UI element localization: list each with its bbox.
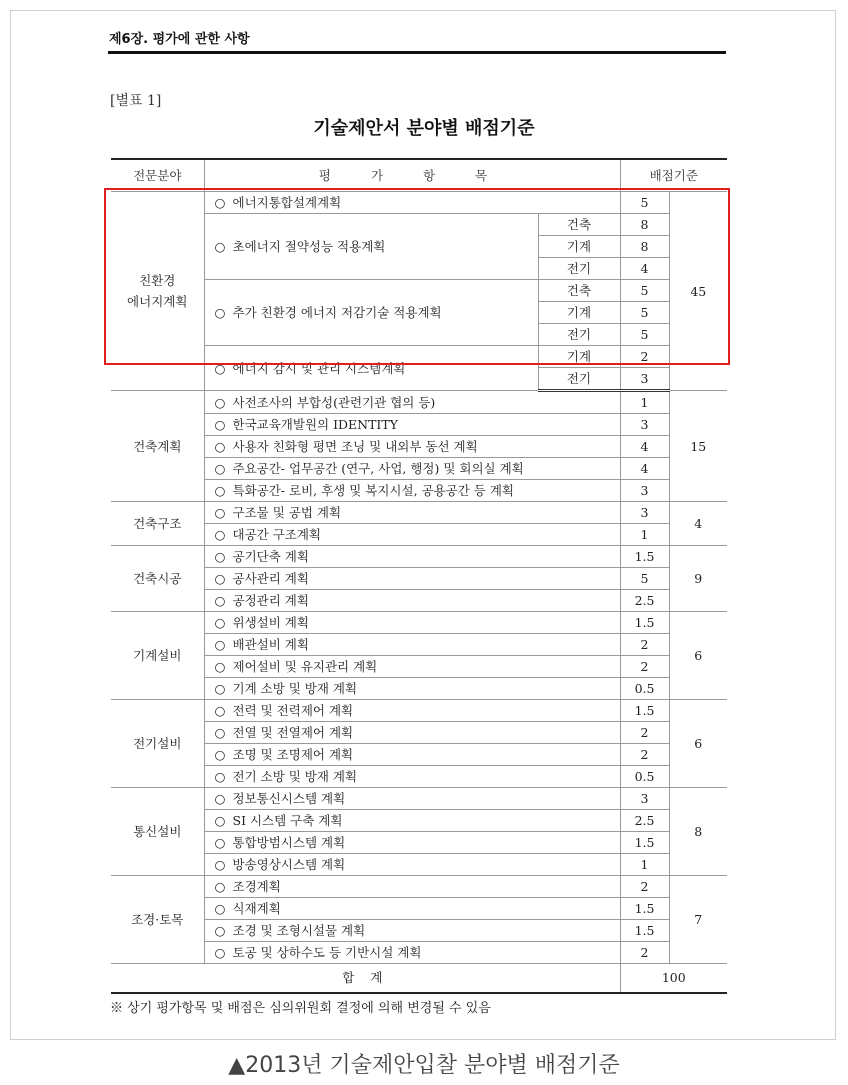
bullet-icon: ○ xyxy=(214,461,226,476)
evaluation-item xyxy=(204,722,620,744)
table-row xyxy=(111,480,727,502)
sub-field-cell: 기계 xyxy=(538,346,620,368)
sub-field-cell: 전기 xyxy=(538,324,620,346)
item-text: 기계 소방 및 방재 계획 xyxy=(232,681,358,696)
sum-label: 합 계 xyxy=(111,964,620,994)
evaluation-item xyxy=(204,546,620,568)
score-cell: 1 xyxy=(620,854,669,876)
score-cell: 2 xyxy=(620,634,669,656)
sub-field-cell: 건축 xyxy=(538,214,620,236)
total-cell: 9 xyxy=(669,546,727,612)
score-cell: 2 xyxy=(620,942,669,964)
bullet-icon: ○ xyxy=(214,835,226,850)
field-cell: 기계설비 xyxy=(111,612,204,700)
score-cell: 8 xyxy=(620,214,669,236)
score-cell: 3 xyxy=(620,788,669,810)
score-cell: 1.5 xyxy=(620,546,669,568)
evaluation-item xyxy=(204,634,620,656)
bullet-icon: ○ xyxy=(214,725,226,740)
bullet-icon: ○ xyxy=(214,923,226,938)
item-text: 한국교육개발원의 IDENTITY xyxy=(232,417,398,432)
header-score: 배점기준 xyxy=(620,159,727,192)
evaluation-item xyxy=(204,788,620,810)
item-text: 방송영상시스템 계획 xyxy=(232,857,346,872)
table-row xyxy=(111,766,727,788)
item-text: 특화공간- 로비, 후생 및 복지시설, 공용공간 등 계획 xyxy=(232,483,514,498)
bullet-icon: ○ xyxy=(214,901,226,916)
evaluation-item xyxy=(204,832,620,854)
evaluation-item xyxy=(204,744,620,766)
table-title: 기술제안서 분야별 배점기준 xyxy=(313,118,535,139)
bullet-icon: ○ xyxy=(214,791,226,806)
table-row xyxy=(111,612,727,634)
evaluation-item xyxy=(204,458,620,480)
score-cell: 1 xyxy=(620,391,669,414)
bullet-icon: ○ xyxy=(214,747,226,762)
bullet-icon: ○ xyxy=(214,505,226,520)
item-text: 토공 및 상하수도 등 기반시설 계획 xyxy=(232,945,422,960)
bullet-icon: ○ xyxy=(214,483,226,498)
score-cell: 1.5 xyxy=(620,898,669,920)
table-row xyxy=(111,280,727,302)
item-text: 사전조사의 부합성(관련기관 협의 등) xyxy=(232,395,436,410)
evaluation-item xyxy=(204,766,620,788)
bullet-icon: ○ xyxy=(214,659,226,674)
item-text: 조경계획 xyxy=(232,879,281,894)
item-text: 조명 및 조명제어 계획 xyxy=(232,747,354,762)
field-cell: 친환경 에너지계획 xyxy=(111,192,204,391)
evaluation-item xyxy=(204,480,620,502)
bullet-icon: ○ xyxy=(214,439,226,454)
caption: ▲2013년 기술제안입찰 분야별 배점기준 xyxy=(228,1053,620,1078)
evaluation-item xyxy=(204,612,620,634)
footnote: ※ 상기 평가항목 및 배점은 심의위원회 결정에 의해 변경될 수 있음 xyxy=(110,1001,491,1016)
table-row xyxy=(111,876,727,898)
evaluation-item xyxy=(204,942,620,964)
table-row xyxy=(111,942,727,964)
bullet-icon: ○ xyxy=(214,681,226,696)
bullet-icon: ○ xyxy=(214,857,226,872)
table-row xyxy=(111,568,727,590)
score-cell: 4 xyxy=(620,458,669,480)
item-text: 대공간 구조계획 xyxy=(232,527,321,542)
sub-field-cell: 전기 xyxy=(538,258,620,280)
evaluation-item xyxy=(204,700,620,722)
header-field: 전문분야 xyxy=(111,159,204,192)
score-cell: 2.5 xyxy=(620,590,669,612)
bullet-icon: ○ xyxy=(214,360,226,376)
evaluation-item xyxy=(204,502,620,524)
score-cell: 0.5 xyxy=(620,678,669,700)
sum-value: 100 xyxy=(620,964,727,994)
bullet-icon: ○ xyxy=(214,527,226,542)
field-cell: 통신설비 xyxy=(111,788,204,876)
item-text: 주요공간- 업무공간 (연구, 사업, 행정) 및 회의실 계획 xyxy=(232,461,524,476)
total-cell: 6 xyxy=(669,612,727,700)
evaluation-item xyxy=(204,391,620,414)
sub-field-cell: 건축 xyxy=(538,280,620,302)
score-cell: 3 xyxy=(620,502,669,524)
item-text: 조경 및 조형시설물 계획 xyxy=(232,923,366,938)
total-row xyxy=(111,964,727,994)
table-row xyxy=(111,722,727,744)
bullet-icon: ○ xyxy=(214,615,226,630)
score-cell: 2 xyxy=(620,656,669,678)
score-cell: 5 xyxy=(620,192,669,214)
sub-field-cell: 전기 xyxy=(538,368,620,391)
table-row xyxy=(111,744,727,766)
table-row xyxy=(111,656,727,678)
table-row xyxy=(111,898,727,920)
table-row xyxy=(111,458,727,480)
total-cell: 7 xyxy=(669,876,727,964)
score-cell: 4 xyxy=(620,258,669,280)
table-row xyxy=(111,546,727,568)
score-cell: 3 xyxy=(620,368,669,391)
item-text: 초에너지 절약성능 적용계획 xyxy=(232,239,386,254)
table-row xyxy=(111,920,727,942)
item-text: 식재계획 xyxy=(232,901,281,916)
bullet-icon: ○ xyxy=(214,593,226,608)
table-row xyxy=(111,678,727,700)
total-cell: 45 xyxy=(669,192,727,391)
evaluation-item xyxy=(204,810,620,832)
item-text: 배관설비 계획 xyxy=(232,637,309,652)
score-cell: 8 xyxy=(620,236,669,258)
score-cell: 1.5 xyxy=(620,920,669,942)
total-cell: 6 xyxy=(669,700,727,788)
score-cell: 1 xyxy=(620,524,669,546)
evaluation-item xyxy=(204,214,538,280)
evaluation-item xyxy=(204,854,620,876)
bullet-icon: ○ xyxy=(214,703,226,718)
score-cell: 2.5 xyxy=(620,810,669,832)
evaluation-item xyxy=(204,568,620,590)
score-cell: 3 xyxy=(620,414,669,436)
item-text: 제어설비 및 유지관리 계획 xyxy=(232,659,378,674)
item-text: 에너지 감시 및 관리 시스템계획 xyxy=(232,360,406,376)
header-items: 평 가 항 목 xyxy=(204,159,620,192)
score-cell: 2 xyxy=(620,346,669,368)
score-cell: 5 xyxy=(620,302,669,324)
table-row xyxy=(111,788,727,810)
evaluation-item xyxy=(204,898,620,920)
item-text: 통합방범시스템 계획 xyxy=(232,835,346,850)
bullet-icon: ○ xyxy=(214,879,226,894)
score-cell: 2 xyxy=(620,744,669,766)
score-cell: 5 xyxy=(620,568,669,590)
score-cell: 5 xyxy=(620,324,669,346)
evaluation-item xyxy=(204,280,538,346)
item-text: 전기 소방 및 방재 계획 xyxy=(232,769,358,784)
bullet-icon: ○ xyxy=(214,195,226,210)
item-text: 공기단축 계획 xyxy=(232,549,309,564)
score-cell: 2 xyxy=(620,722,669,744)
evaluation-item xyxy=(204,524,620,546)
item-text: 사용자 친화형 평면 조닝 및 내외부 동선 계획 xyxy=(232,439,478,454)
item-text: 추가 친환경 에너지 저감기술 적용계획 xyxy=(232,305,442,320)
evaluation-item xyxy=(204,678,620,700)
score-cell: 3 xyxy=(620,480,669,502)
item-text: 에너지통합설계계획 xyxy=(232,195,342,210)
chapter-header: 제6장. 평가에 관한 사항 xyxy=(109,32,250,47)
table-header-row xyxy=(111,159,727,192)
evaluation-item xyxy=(204,876,620,898)
bullet-icon: ○ xyxy=(214,637,226,652)
evaluation-item xyxy=(204,920,620,942)
annex-label: [별표 1] xyxy=(110,93,162,109)
score-cell: 1.5 xyxy=(620,832,669,854)
bullet-icon: ○ xyxy=(214,417,226,432)
bullet-icon: ○ xyxy=(214,769,226,784)
score-cell: 5 xyxy=(620,280,669,302)
bullet-icon: ○ xyxy=(214,813,226,828)
field-cell: 조경·토목 xyxy=(111,876,204,964)
bullet-icon: ○ xyxy=(214,395,226,410)
item-text: 전력 및 전력제어 계획 xyxy=(232,703,354,718)
evaluation-item xyxy=(204,346,538,391)
item-text: SI 시스템 구축 계획 xyxy=(232,813,343,828)
score-cell: 4 xyxy=(620,436,669,458)
table-row xyxy=(111,810,727,832)
table-row xyxy=(111,192,727,214)
table-row xyxy=(111,832,727,854)
evaluation-item xyxy=(204,656,620,678)
table-row xyxy=(111,634,727,656)
total-cell: 4 xyxy=(669,502,727,546)
table-row xyxy=(111,700,727,722)
table-row xyxy=(111,854,727,876)
bullet-icon: ○ xyxy=(214,305,226,320)
item-text: 전열 및 전열제어 계획 xyxy=(232,725,354,740)
table-row xyxy=(111,214,727,236)
table-row xyxy=(111,436,727,458)
item-text: 정보통신시스템 계획 xyxy=(232,791,346,806)
evaluation-item xyxy=(204,414,620,436)
evaluation-item xyxy=(204,192,620,214)
score-cell: 2 xyxy=(620,876,669,898)
sub-field-cell: 기계 xyxy=(538,302,620,324)
table-row xyxy=(111,502,727,524)
bullet-icon: ○ xyxy=(214,549,226,564)
evaluation-item xyxy=(204,590,620,612)
total-cell: 15 xyxy=(669,391,727,502)
bullet-icon: ○ xyxy=(214,571,226,586)
field-cell: 건축계획 xyxy=(111,391,204,502)
evaluation-item xyxy=(204,436,620,458)
bullet-icon: ○ xyxy=(214,239,226,254)
field-cell: 건축구조 xyxy=(111,502,204,546)
score-cell: 1.5 xyxy=(620,700,669,722)
sub-field-cell: 기계 xyxy=(538,236,620,258)
field-cell: 건축시공 xyxy=(111,546,204,612)
table-row xyxy=(111,391,727,414)
chapter-rule xyxy=(108,51,726,54)
item-text: 위생설비 계획 xyxy=(232,615,309,630)
item-text: 공사관리 계획 xyxy=(232,571,309,586)
score-table xyxy=(111,158,727,994)
field-cell: 전기설비 xyxy=(111,700,204,788)
table-row xyxy=(111,346,727,368)
table-row xyxy=(111,524,727,546)
score-cell: 0.5 xyxy=(620,766,669,788)
table-row xyxy=(111,414,727,436)
score-cell: 1.5 xyxy=(620,612,669,634)
item-text: 공정관리 계획 xyxy=(232,593,309,608)
item-text: 구조물 및 공법 계획 xyxy=(232,505,342,520)
bullet-icon: ○ xyxy=(214,945,226,960)
total-cell: 8 xyxy=(669,788,727,876)
table-row xyxy=(111,590,727,612)
